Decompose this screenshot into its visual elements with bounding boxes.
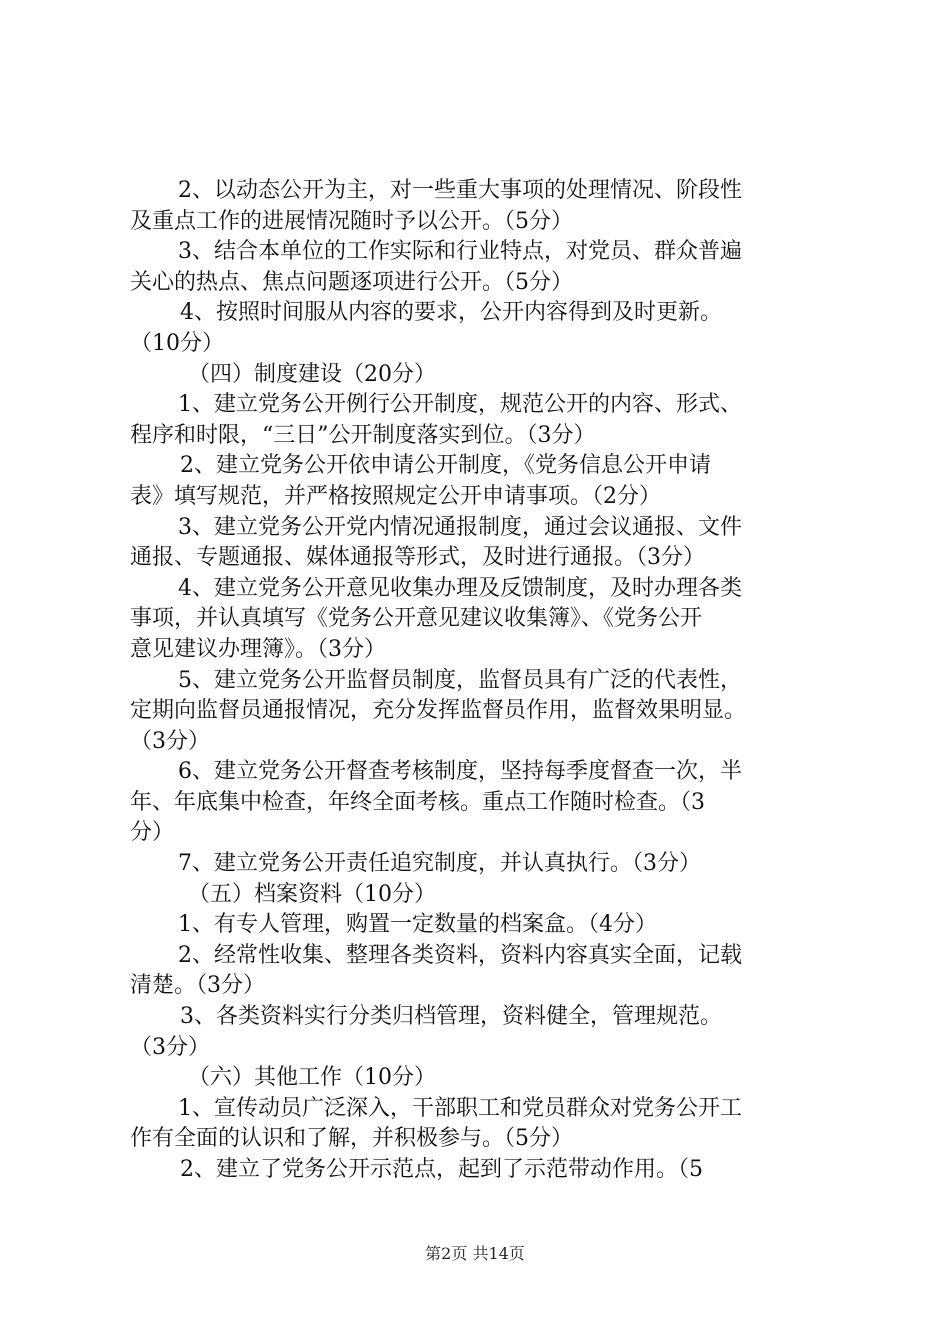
- text-line: 6、建立党务公开督查考核制度，坚持每季度督查一次，半: [178, 759, 742, 785]
- text-line: （五）档案资料（10分）: [188, 881, 436, 907]
- text-line: 1、宣传动员广泛深入，干部职工和党员群众对党务公开工: [178, 1095, 742, 1121]
- text-line: 通报、专题通报、媒体通报等形式，及时进行通报。（3分）: [130, 545, 705, 571]
- text-line: 2、以动态公开为主，对一些重大事项的处理情况、阶段性: [178, 178, 742, 203]
- text-line: 清楚。（3分）: [130, 973, 265, 999]
- text-line: （六）其他工作（10分）: [188, 1065, 436, 1091]
- text-line: 意见建议办理簿》。（3分）: [130, 636, 386, 662]
- text-line: 年、年底集中检查，年终全面考核。重点工作随时检查。（3: [130, 789, 705, 815]
- text-line: 分）: [130, 820, 175, 846]
- text-line: （3分）: [130, 728, 210, 754]
- text-line: 3、各类资料实行分类归档管理，资料健全，管理规范。: [180, 1004, 722, 1030]
- text-line: （3分）: [130, 1034, 210, 1060]
- text-line: 7、建立党务公开责任追究制度，并认真执行。（3分）: [178, 851, 701, 877]
- text-line: 表》填写规范，并严格按照规定公开申请事项。（2分）: [130, 483, 661, 509]
- text-line: 2、建立党务公开依申请公开制度，《党务信息公开申请: [180, 453, 711, 479]
- text-line: 定期向监督员通报情况，充分发挥监督员作用，监督效果明显。: [130, 698, 747, 724]
- text-line: 事项，并认真填写《党务公开意见建议收集簿》、《党务公开: [130, 606, 703, 632]
- text-line: 程序和时限，“三日”公开制度落实到位。（3分）: [130, 422, 596, 448]
- text-line: 2、经常性收集、整理各类资料，资料内容真实全面，记载: [178, 942, 742, 968]
- text-line: 及重点工作的进展情况随时予以公开。（5分）: [130, 208, 573, 234]
- text-line: 作有全面的认识和了解，并积极参与。（5分）: [130, 1126, 573, 1152]
- text-line: 1、有专人管理，购置一定数量的档案盒。（4分）: [178, 912, 657, 938]
- text-line: 4、按照时间服从内容的要求，公开内容得到及时更新。: [180, 300, 722, 326]
- text-line: 3、建立党务公开党内情况通报制度，通过会议通报、文件: [178, 514, 742, 540]
- text-line: 4、建立党务公开意见收集办理及反馈制度，及时办理各类: [178, 575, 742, 601]
- text-line: （四）制度建设（20分）: [188, 361, 436, 387]
- text-line: （10分）: [130, 330, 224, 356]
- text-line: 1、建立党务公开例行公开制度，规范公开的内容、形式、: [178, 392, 742, 418]
- text-line: 5、建立党务公开监督员制度，监督员具有广泛的代表性，: [178, 667, 742, 693]
- page-footer: 第2页 共14页: [425, 1244, 525, 1263]
- document-body: [130, 176, 830, 1186]
- text-line: 关心的热点、焦点问题逐项进行公开。（5分）: [130, 269, 573, 295]
- text-line: 2、建立了党务公开示范点，起到了示范带动作用。（5: [180, 1157, 703, 1182]
- text-line: 3、结合本单位的工作实际和行业特点，对党员、群众普遍: [178, 239, 742, 265]
